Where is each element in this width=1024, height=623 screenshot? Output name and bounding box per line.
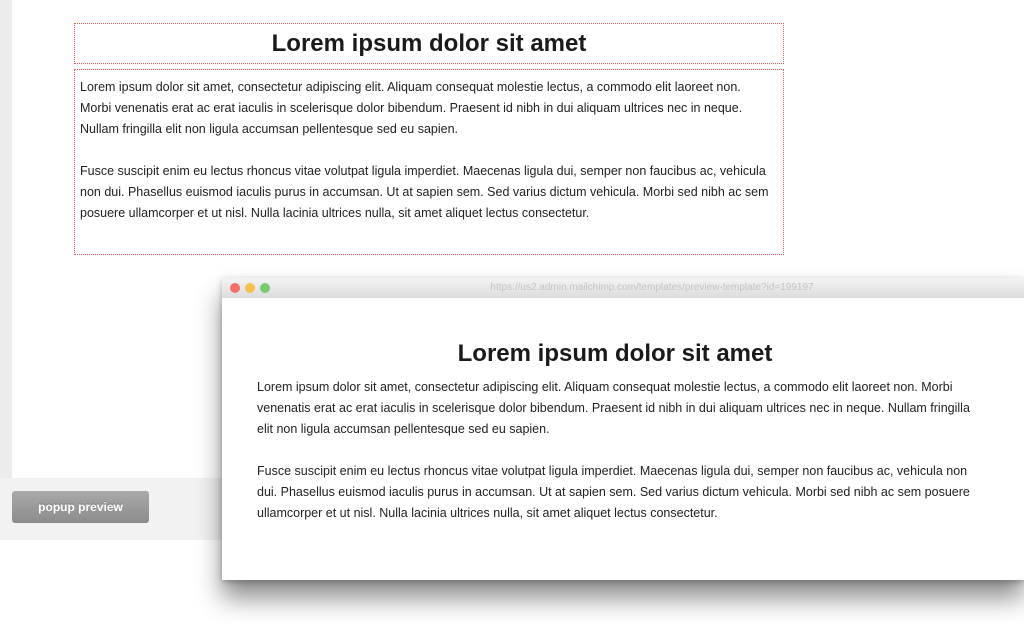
editable-title-region[interactable] (74, 23, 784, 64)
maximize-window-icon[interactable] (260, 283, 270, 293)
editor-title: Lorem ipsum dolor sit amet (271, 29, 587, 57)
popup-titlebar[interactable] (222, 278, 1024, 299)
preview-popup-window (222, 278, 1024, 580)
popup-paragraph-2: Fusce suscipit enim eu lectus rhoncus vitae volutpat ligula imperdiet. Maecenas ligula dui, semper non faucibus ac, vehicula non dui. Phasellus euismod iaculis purus in accumsan. Ut at sapien sem. Sed varius dictum vehicula. Morbi sed nibh ac sem posuere ullamcorper et ut nisl. Nulla lacinia ultrices nulla, sit amet aliquet lectus consectetur. (257, 464, 970, 520)
editor-left-gutter (0, 0, 12, 478)
popup-content (222, 298, 1024, 580)
close-window-icon[interactable] (230, 283, 240, 293)
editor-paragraph-2: Fusce suscipit enim eu lectus rhoncus vitae volutpat ligula imperdiet. Maecenas ligula dui, semper non faucibus ac, vehicula non dui. Phasellus euismod iaculis purus in accumsan. Ut at sapien sem. Sed varius dictum vehicula. Morbi sed nibh ac sem posuere ullamcorper et ut nisl. Nulla lacinia ultrices nulla, sit amet aliquet lectus consectetur. (80, 164, 769, 220)
popup-preview-button[interactable]: popup preview (12, 491, 149, 523)
minimize-window-icon[interactable] (245, 283, 255, 293)
popup-body-text (257, 377, 987, 545)
editor-paragraph-1: Lorem ipsum dolor sit amet, consectetur adipiscing elit. Aliquam consequat molestie lectus, a commodo elit laoreet non. Morbi venenatis erat ac erat iaculis in scelerisque dolor bibendum. Praesent id nibh in dui aliquam ultrices nec in neque. Nullam fringilla elit non ligula accumsan pellentesque sed eu sapien. (80, 80, 743, 136)
popup-title: Lorem ipsum dolor sit amet (457, 340, 773, 367)
editable-body-region[interactable] (74, 69, 784, 255)
popup-paragraph-1: Lorem ipsum dolor sit amet, consectetur adipiscing elit. Aliquam consequat molestie lectus, a commodo elit laoreet non. Morbi venenatis erat ac erat iaculis in scelerisque dolor bibendum. Praesent id nibh in dui aliquam ultrices nec in neque. Nullam fringilla elit non ligula accumsan pellentesque sed eu sapien. (257, 380, 970, 436)
popup-url: https://us2.admin.mailchimp.com/templates/preview-template?id=199197 (490, 282, 814, 293)
